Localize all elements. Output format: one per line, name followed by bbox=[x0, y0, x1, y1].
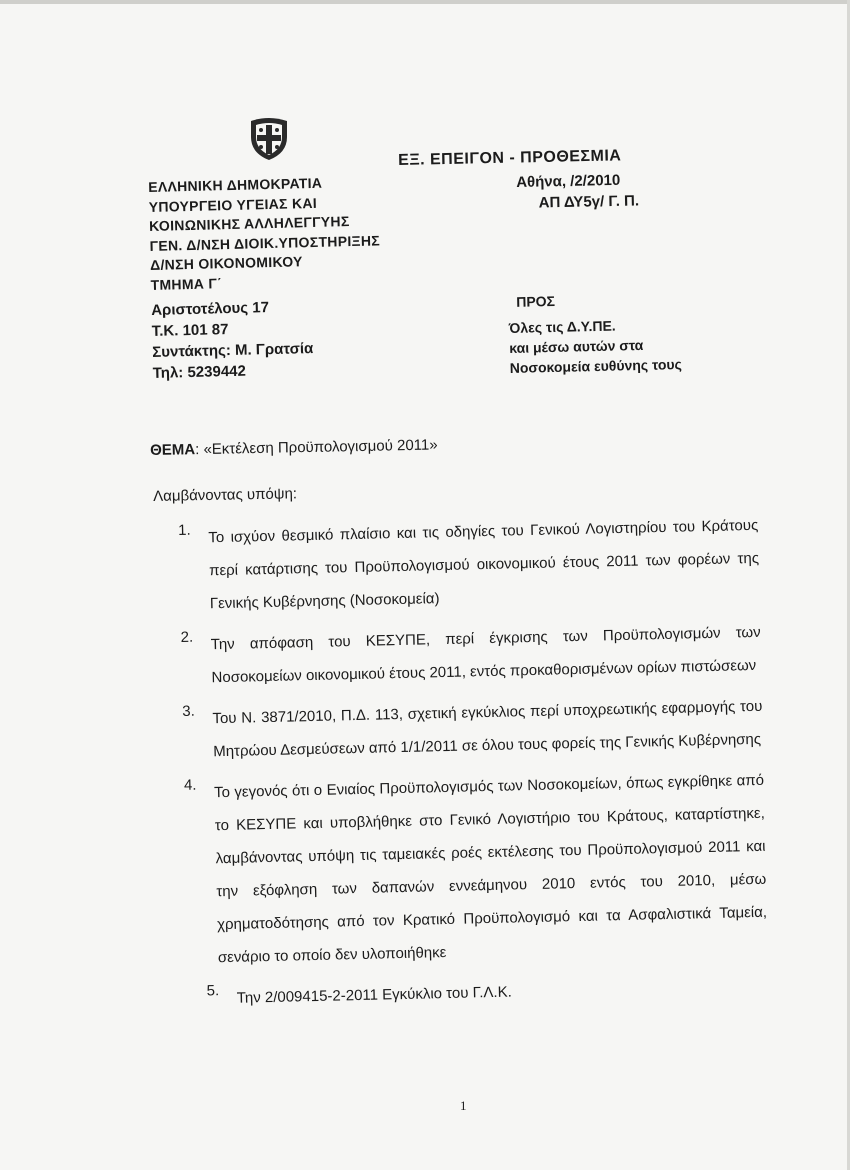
list-item-text: Την 2/009415-2-2011 Εγκύκλιο του Γ.Λ.Κ. bbox=[236, 983, 512, 1007]
list-item bbox=[184, 764, 768, 975]
recipient-line: και μέσω αυτών στα bbox=[509, 336, 644, 356]
list-item bbox=[178, 509, 760, 621]
list-item-number: 3. bbox=[182, 702, 196, 720]
list-item-number: 2. bbox=[180, 628, 194, 646]
greek-coat-of-arms-icon bbox=[247, 113, 291, 163]
recipient-label: ΠΡΟΣ bbox=[516, 292, 556, 310]
scan-edge bbox=[0, 0, 850, 4]
list-item-text: Το ισχύον θεσμικό πλαίσιο και τις οδηγίες του Γενικού Λογιστηρίου του Κράτους περί κατάρτισης του Προϋπολογισμού οικονομικού έτους 2011 των φορέων της Γενικής Κυβέρνησης (Νοσοκομεία) bbox=[208, 516, 760, 613]
list-item-text: Του Ν. 3871/2010, Π.Δ. 113, σχετική εγκύκλιος περί υποχρεωτικής εφαρμογής του Μητρώου Δεσμεύσεων από 1/1/2011 σε όλου τους φορείς της Γενικής Κυβέρνησης bbox=[212, 697, 763, 761]
sender-line: ΥΠΟΥΡΓΕΙΟ ΥΓΕΙΑΣ ΚΑΙ bbox=[148, 194, 318, 215]
protocol-number: ΑΠ ΔΥ5γ/ Γ. Π. bbox=[538, 192, 640, 212]
recipient-line: Όλες τις Δ.Υ.ΠΕ. bbox=[508, 317, 616, 336]
sender-line: ΤΜΗΜΑ Γ΄ bbox=[150, 275, 223, 293]
recipient-line: Νοσοκομεία ευθύνης τους bbox=[509, 356, 683, 376]
sender-block bbox=[148, 172, 383, 383]
intro-text: Λαμβάνοντας υπόψη: bbox=[153, 485, 298, 505]
sender-postcode: Τ.Κ. 101 87 bbox=[151, 320, 229, 340]
list-item-text: Το γεγονός ότι ο Ενιαίος Προϋπολογισμός των Νοσοκομείων, όπως εγκρίθηκε από το ΚΕΣΥΠΕ και υποβλήθηκε στο Γενικό Λογιστήριο του Κράτους, καταρτίστηκε, λαμβάνοντας υπόψη τις ταμειακές ροές εκτέλεσης του Προϋπολογισμού 2011 και την εξόφληση των δαπανών εννεάμηνου 2010 εντός του 2010, μέσω χρηματοδότησης από τον Κρατικό Προϋπολογισμό και τα Ασφαλιστικά Ταμεία, σενάριο το οποίο δεν υλοποιήθηκε bbox=[213, 771, 768, 967]
urgency-stamp: ΕΞ. ΕΠΕΙΓΟΝ - ΠΡΟΘΕΣΜΙΑ bbox=[398, 147, 622, 169]
document-date: Αθήνα, /2/2010 bbox=[516, 171, 621, 191]
sender-line: ΓΕΝ. Δ/ΝΣΗ ΔΙΟΙΚ.ΥΠΟΣΤΗΡΙΞΗΣ bbox=[149, 232, 381, 254]
list-item-number: 1. bbox=[178, 521, 191, 539]
subject-label: ΘΕΜΑ bbox=[150, 441, 196, 459]
sender-line: ΚΟΙΝΩΝΙΚΗΣ ΑΛΛΗΛΕΓΓΥΗΣ bbox=[148, 213, 350, 235]
sender-line: ΕΛΛΗΝΙΚΗ ΔΗΜΟΚΡΑΤΙΑ bbox=[148, 174, 323, 195]
date-block bbox=[516, 169, 639, 214]
subject-line bbox=[150, 436, 438, 459]
list-item bbox=[182, 690, 763, 769]
list-item bbox=[188, 970, 769, 1016]
list-item-text: Την απόφαση του ΚΕΣΥΠΕ, περί έγκρισης των Προϋπολογισμών των Νοσοκομείων οικονομικού έτους 2011, εντός προκαθορισμένων ορίων πιστώσεων bbox=[210, 623, 761, 687]
list-item-number: 4. bbox=[183, 776, 197, 794]
recipient-block bbox=[508, 288, 682, 378]
subject-text: : «Εκτέλεση Προϋπολογισμού 2011» bbox=[194, 436, 438, 459]
list-item bbox=[180, 616, 761, 695]
sender-address: Αριστοτέλους 17 bbox=[151, 298, 270, 319]
sender-line: Δ/ΝΣΗ ΟΙΚΟΝΟΜΙΚΟΥ bbox=[149, 253, 303, 274]
list-item-number: 5. bbox=[206, 982, 220, 1000]
page-number: 1 bbox=[460, 1098, 467, 1113]
sender-phone: Τηλ: 5239442 bbox=[152, 362, 247, 382]
considerations-list bbox=[178, 509, 769, 1024]
sender-author: Συντάκτης: Μ. Γρατσία bbox=[152, 339, 314, 361]
